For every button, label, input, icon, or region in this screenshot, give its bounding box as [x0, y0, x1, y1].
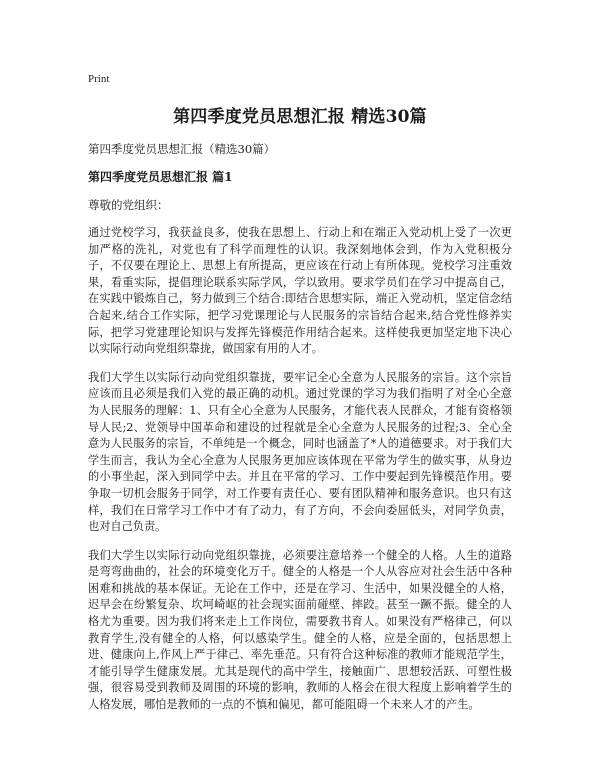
- print-label: Print: [88, 73, 110, 85]
- document-subtitle: 第四季度党员思想汇报（精选30篇）: [88, 142, 276, 156]
- document-title: 第四季度党员思想汇报 精选30篇: [173, 107, 427, 127]
- body-paragraph-1: 通过党校学习，我获益良多，使我在思想上、行动上和在端正入党动机上受了一次更加严格的洗礼，对党也有了科学而理性的认识。我深刻地体会到，作为入党积极分子，不仅要在理论上、思想上有所提高，更应该在行动上有所体现。党校学习注重效果，看重实际，提倡理论联系实际学风，学以致用。要求学员们在学习中提高自己，在实践中锻炼自己，努力做到三个结合:即结合思想实际，端正入党动机，坚定信念结合起来,结合工作实际，把学习党课理论与人民服务的宗旨结合起来,结合党性修养实际，把学习党建理论知识与发挥先锋模范作用结合起来。这样使我更加坚定地下决心以实际行动向党组织靠拢，做国家有用的人才。: [88, 226, 512, 356]
- section-heading: 第四季度党员思想汇报 篇1: [88, 170, 233, 184]
- body-paragraph-3: 我们大学生以实际行动向党组织靠拢，必须要注意培养一个健全的人格。人生的道路是弯弯曲曲的，社会的环境变化万千。健全的人格是一个人从容应对社会生活中各种困难和挑战的基本保证。无论在工作中，还是在学习、生活中，如果没健全的人格，迟早会在纷繁复杂、坎坷崎岖的社会现实面前碰壁、摔跤。甚至一蹶不振。健全的人格尤为重要。因为我们将来走上工作岗位，需要教书育人。如果没有严格律己，何以教育学生,没有健全的人格，何以感染学生。健全的人格，应是全面的，包括思想上进、健康向上,作风上严于律己、率先垂范。只有符合这种标准的教师才能规范学生，才能引导学生健康发展。尤其是现代的高中学生，接触面广、思想较活跃、可塑性极强，很容易受到教师及周围的环境的影响，教师的人格会在很大程度上影响着学生的人格发展，哪怕是教师的一点的不慎和偏见，都可能阻碍一个未来人才的产生。: [88, 548, 512, 712]
- body-paragraph-2: 我们大学生以实际行动向党组织靠拢，要牢记全心全意为人民服务的宗旨。这个宗旨应该而且必须是我们入党的最正确的动机。通过党课的学习为我们指明了对全心全意为人民服务的理解：1、只有全心全意为人民服务，才能代表人民群众，才能有资格领导人民;2、党领导中国革命和建设的过程就是全心全意为人民服务的过程;3、全心全意为人民服务的宗旨，不单纯是一个概念，同时也涵盖了*人的道德要求。对于我们大学生而言，我认为全心全意为人民服务更加应该体现在平常为学生的做实事，从身边的小事坐起，深入到同学中去。并且在平常的学习、工作中要起到先锋模范作用。要争取一切机会服务于同学，对工作要有责任心、要有团队精神和服务意识。也只有这样，我们在日常学习工作中才有了动力，有了方向，不会向委屈低头，对同学负责，也对自己负责。: [88, 370, 512, 534]
- salutation: 尊敬的党组织：: [88, 198, 169, 212]
